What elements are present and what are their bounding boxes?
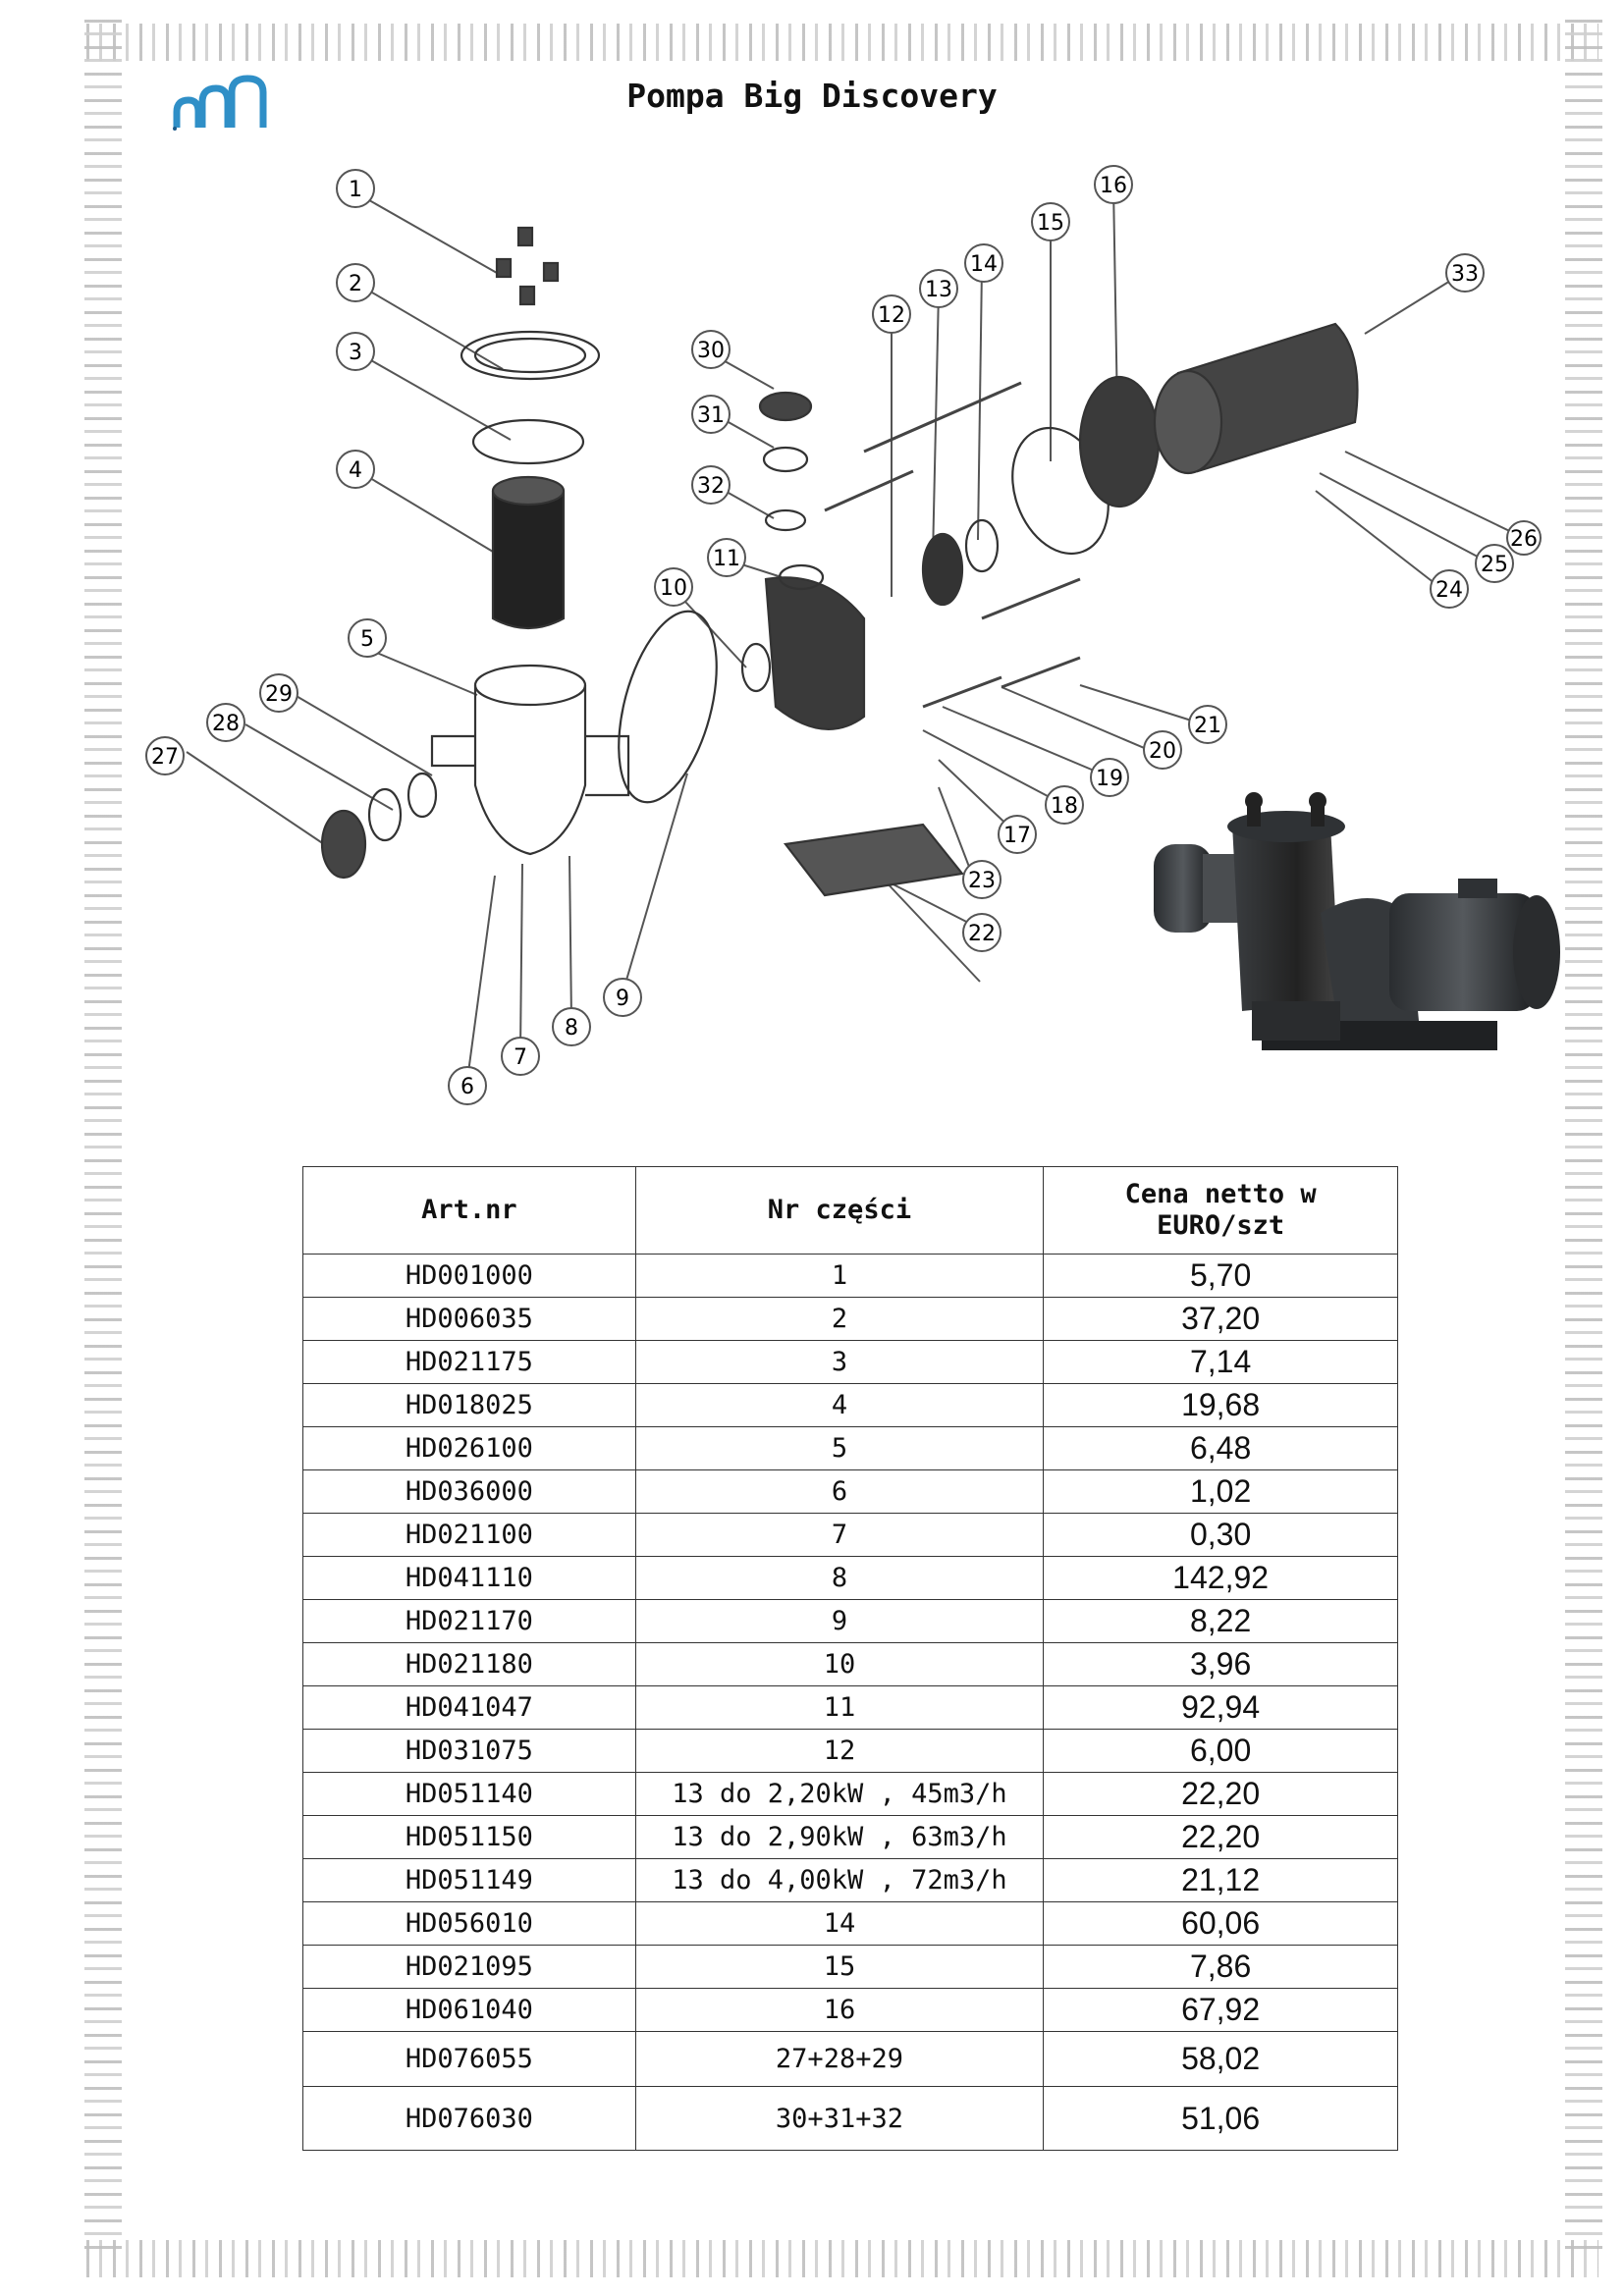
callout-8 <box>553 1008 590 1045</box>
cell-part-nr: 13 do 2,20kW , 45m3/h <box>635 1773 1044 1816</box>
cell-price: 21,12 <box>1044 1859 1398 1902</box>
cell-art-nr: HD076030 <box>303 2087 636 2151</box>
callout-5 <box>349 619 386 657</box>
cell-art-nr: HD021095 <box>303 1946 636 1989</box>
cell-price: 6,00 <box>1044 1730 1398 1773</box>
callout-14 <box>965 244 1002 282</box>
cell-art-nr: HD021180 <box>303 1643 636 1686</box>
cell-price: 22,20 <box>1044 1773 1398 1816</box>
callout-27 <box>146 737 184 774</box>
svg-text:9: 9 <box>616 987 629 1011</box>
svg-text:32: 32 <box>697 474 725 499</box>
svg-text:2: 2 <box>349 272 362 296</box>
cell-price: 3,96 <box>1044 1643 1398 1686</box>
callout-25 <box>1476 545 1513 582</box>
svg-text:15: 15 <box>1037 211 1064 236</box>
table-row <box>303 1859 1398 1902</box>
callout-16 <box>1095 166 1132 203</box>
svg-text:21: 21 <box>1194 714 1221 738</box>
parts-price-table <box>302 1166 1398 2151</box>
svg-text:8: 8 <box>565 1016 578 1041</box>
callout-24 <box>1431 570 1468 608</box>
table-row <box>303 1816 1398 1859</box>
cell-art-nr: HD006035 <box>303 1298 636 1341</box>
cell-price: 0,30 <box>1044 1514 1398 1557</box>
cell-part-nr: 7 <box>635 1514 1044 1557</box>
svg-text:6: 6 <box>460 1075 474 1099</box>
callout-1 <box>337 170 374 207</box>
cell-price: 6,48 <box>1044 1427 1398 1470</box>
callout-15 <box>1032 203 1069 240</box>
cell-price: 7,86 <box>1044 1946 1398 1989</box>
callout-19 <box>1091 759 1128 796</box>
callout-26 <box>1507 521 1541 555</box>
cell-part-nr: 14 <box>635 1902 1044 1946</box>
callout-20 <box>1144 731 1181 769</box>
cell-price: 22,20 <box>1044 1816 1398 1859</box>
cell-part-nr: 8 <box>635 1557 1044 1600</box>
pump-product-photo <box>1144 785 1576 1099</box>
table-row <box>303 1298 1398 1341</box>
table-row <box>303 1773 1398 1816</box>
cell-price: 19,68 <box>1044 1384 1398 1427</box>
cell-art-nr: HD026100 <box>303 1427 636 1470</box>
cell-part-nr: 5 <box>635 1427 1044 1470</box>
decorative-border-top <box>86 24 1598 61</box>
cell-part-nr: 9 <box>635 1600 1044 1643</box>
svg-text:20: 20 <box>1149 739 1176 764</box>
svg-text:12: 12 <box>878 303 905 328</box>
callout-2 <box>337 264 374 301</box>
cell-art-nr: HD036000 <box>303 1470 636 1514</box>
cell-price: 5,70 <box>1044 1255 1398 1298</box>
cell-price: 142,92 <box>1044 1557 1398 1600</box>
cell-part-nr: 13 do 4,00kW , 72m3/h <box>635 1859 1044 1902</box>
callout-11 <box>708 539 745 576</box>
cell-art-nr: HD001000 <box>303 1255 636 1298</box>
cell-art-nr: HD021170 <box>303 1600 636 1643</box>
callout-22 <box>963 914 1001 951</box>
cell-art-nr: HD031075 <box>303 1730 636 1773</box>
cell-art-nr: HD076055 <box>303 2032 636 2087</box>
svg-text:25: 25 <box>1481 553 1508 577</box>
svg-text:26: 26 <box>1510 527 1538 552</box>
svg-text:29: 29 <box>265 682 293 707</box>
svg-text:16: 16 <box>1100 174 1127 198</box>
svg-text:4: 4 <box>349 458 362 483</box>
table-row <box>303 1557 1398 1600</box>
cell-art-nr: HD041110 <box>303 1557 636 1600</box>
svg-text:24: 24 <box>1435 578 1463 603</box>
cell-art-nr: HD056010 <box>303 1902 636 1946</box>
svg-text:27: 27 <box>151 745 179 770</box>
callout-6 <box>449 1067 486 1104</box>
callout-3 <box>337 333 374 370</box>
cell-art-nr: HD051140 <box>303 1773 636 1816</box>
cell-art-nr: HD021175 <box>303 1341 636 1384</box>
cell-part-nr: 10 <box>635 1643 1044 1686</box>
table-row <box>303 1470 1398 1514</box>
callout-23 <box>963 861 1001 898</box>
callout-28 <box>207 704 244 741</box>
callout-32 <box>692 466 730 504</box>
table-row <box>303 2087 1398 2151</box>
decorative-border-right <box>1565 20 1602 2258</box>
cell-price: 58,02 <box>1044 2032 1398 2087</box>
cell-art-nr: HD051149 <box>303 1859 636 1902</box>
table-row <box>303 1384 1398 1427</box>
table-row <box>303 1255 1398 1298</box>
callout-9 <box>604 979 641 1016</box>
cell-part-nr: 2 <box>635 1298 1044 1341</box>
cell-art-nr: HD021100 <box>303 1514 636 1557</box>
callout-4 <box>337 451 374 488</box>
table-header-row <box>303 1167 1398 1255</box>
cell-price: 37,20 <box>1044 1298 1398 1341</box>
svg-text:10: 10 <box>660 576 687 601</box>
table-row <box>303 1427 1398 1470</box>
header-price: Cena netto w EURO/szt <box>1044 1167 1398 1255</box>
callout-31 <box>692 396 730 433</box>
svg-text:17: 17 <box>1003 824 1031 848</box>
svg-text:18: 18 <box>1051 794 1078 819</box>
svg-text:11: 11 <box>713 547 740 571</box>
cell-price: 8,22 <box>1044 1600 1398 1643</box>
cell-part-nr: 27+28+29 <box>635 2032 1044 2087</box>
cell-price: 67,92 <box>1044 1989 1398 2032</box>
svg-text:22: 22 <box>968 922 996 946</box>
callout-30 <box>692 331 730 368</box>
page-title: Pompa Big Discovery <box>626 77 998 115</box>
table-row <box>303 1946 1398 1989</box>
table-row <box>303 2032 1398 2087</box>
svg-text:5: 5 <box>360 627 374 652</box>
table-row <box>303 1730 1398 1773</box>
cell-art-nr: HD061040 <box>303 1989 636 2032</box>
callout-29 <box>260 674 298 712</box>
decorative-border-bottom <box>86 2240 1598 2277</box>
cell-price: 1,02 <box>1044 1470 1398 1514</box>
table-row <box>303 1902 1398 1946</box>
header-part-nr: Nr części <box>635 1167 1044 1255</box>
header-art-nr: Art.nr <box>303 1167 636 1255</box>
cell-price: 92,94 <box>1044 1686 1398 1730</box>
cell-part-nr: 6 <box>635 1470 1044 1514</box>
callout-33 <box>1446 254 1484 292</box>
cell-part-nr: 15 <box>635 1946 1044 1989</box>
cell-part-nr: 30+31+32 <box>635 2087 1044 2151</box>
cell-price: 60,06 <box>1044 1902 1398 1946</box>
callout-21 <box>1189 706 1226 743</box>
table-row <box>303 1600 1398 1643</box>
svg-text:28: 28 <box>212 712 240 736</box>
svg-text:31: 31 <box>697 403 725 428</box>
cell-art-nr: HD018025 <box>303 1384 636 1427</box>
svg-text:23: 23 <box>968 869 996 893</box>
table-row <box>303 1989 1398 2032</box>
callout-17 <box>999 816 1036 853</box>
cell-art-nr: HD051150 <box>303 1816 636 1859</box>
table-row <box>303 1514 1398 1557</box>
svg-text:19: 19 <box>1096 767 1123 791</box>
cell-part-nr: 11 <box>635 1686 1044 1730</box>
callout-7 <box>502 1038 539 1075</box>
svg-text:30: 30 <box>697 339 725 363</box>
svg-text:3: 3 <box>349 341 362 365</box>
cell-part-nr: 3 <box>635 1341 1044 1384</box>
decorative-border-left <box>84 20 122 2258</box>
cell-part-nr: 12 <box>635 1730 1044 1773</box>
svg-text:33: 33 <box>1451 262 1479 287</box>
callout-12 <box>873 295 910 333</box>
table-row <box>303 1643 1398 1686</box>
callout-10 <box>655 568 692 606</box>
svg-text:14: 14 <box>970 252 998 277</box>
table-row <box>303 1341 1398 1384</box>
cell-part-nr: 1 <box>635 1255 1044 1298</box>
cell-price: 7,14 <box>1044 1341 1398 1384</box>
cell-price: 51,06 <box>1044 2087 1398 2151</box>
table-row <box>303 1686 1398 1730</box>
svg-text:7: 7 <box>514 1045 527 1070</box>
callout-13 <box>920 270 957 307</box>
svg-text:13: 13 <box>925 278 952 302</box>
cell-part-nr: 16 <box>635 1989 1044 2032</box>
cell-part-nr: 4 <box>635 1384 1044 1427</box>
callout-18 <box>1046 786 1083 824</box>
cell-part-nr: 13 do 2,90kW , 63m3/h <box>635 1816 1044 1859</box>
svg-text:1: 1 <box>349 178 362 202</box>
cell-art-nr: HD041047 <box>303 1686 636 1730</box>
